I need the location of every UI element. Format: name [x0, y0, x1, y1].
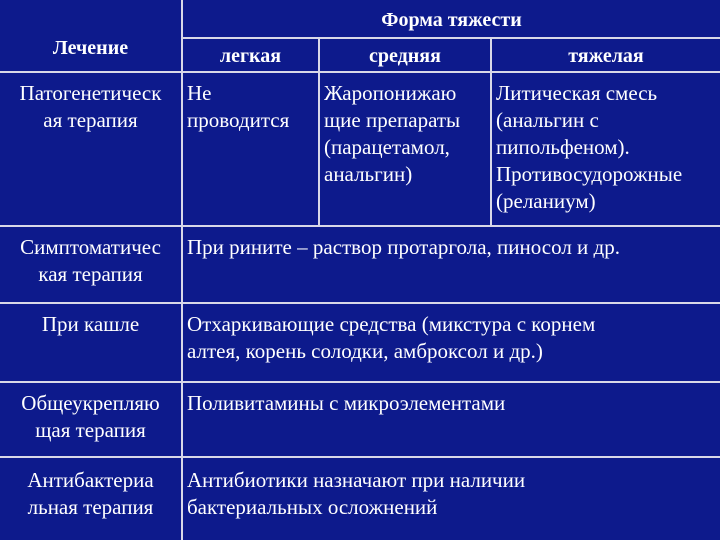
grid-line: [0, 456, 720, 458]
row-pathogenetic-treatment: Патогенетическ ая терапия: [19, 81, 162, 132]
grid-line: [181, 0, 183, 540]
grid-line: [0, 225, 720, 227]
header-treatment: Лечение: [52, 37, 129, 59]
row-pathogenetic-mild: Не проводится: [187, 81, 290, 132]
row-restorative-treatment: Общеукрепляю щая терапия: [21, 391, 160, 442]
row-pathogenetic-severe: Литическая смесь (анальгин с пипольфеном). Противосудорожные (реланиум): [496, 81, 683, 213]
row-antibacterial-treatment: Антибактериа льная терапия: [27, 468, 154, 519]
row-antibacterial-content: Антибиотики назначают при наличии бактериальных осложнений: [187, 468, 526, 519]
grid-line: [0, 71, 720, 73]
grid-line: [0, 381, 720, 383]
row-symptomatic-content: При рините – раствор протаргола, пиносол и др.: [187, 235, 620, 259]
row-symptomatic-treatment: Симптоматичес кая терапия: [20, 235, 161, 286]
header-moderate: средняя: [369, 45, 441, 67]
header-severe: тяжелая: [568, 45, 644, 67]
header-mild: легкая: [219, 45, 282, 67]
row-cough-treatment: При кашле: [41, 312, 140, 336]
grid-line: [0, 302, 720, 304]
header-severity-title: Форма тяжести: [381, 9, 522, 31]
row-cough-content: Отхаркивающие средства (микстура с корнем алтея, корень солодки, амброксол и др.): [187, 312, 596, 363]
row-restorative-content: Поливитамины с микроэлементами: [187, 391, 506, 415]
grid-line: [182, 37, 720, 39]
row-pathogenetic-moderate: Жаропонижаю щие препараты (парацетамол, анальгин): [324, 81, 461, 186]
